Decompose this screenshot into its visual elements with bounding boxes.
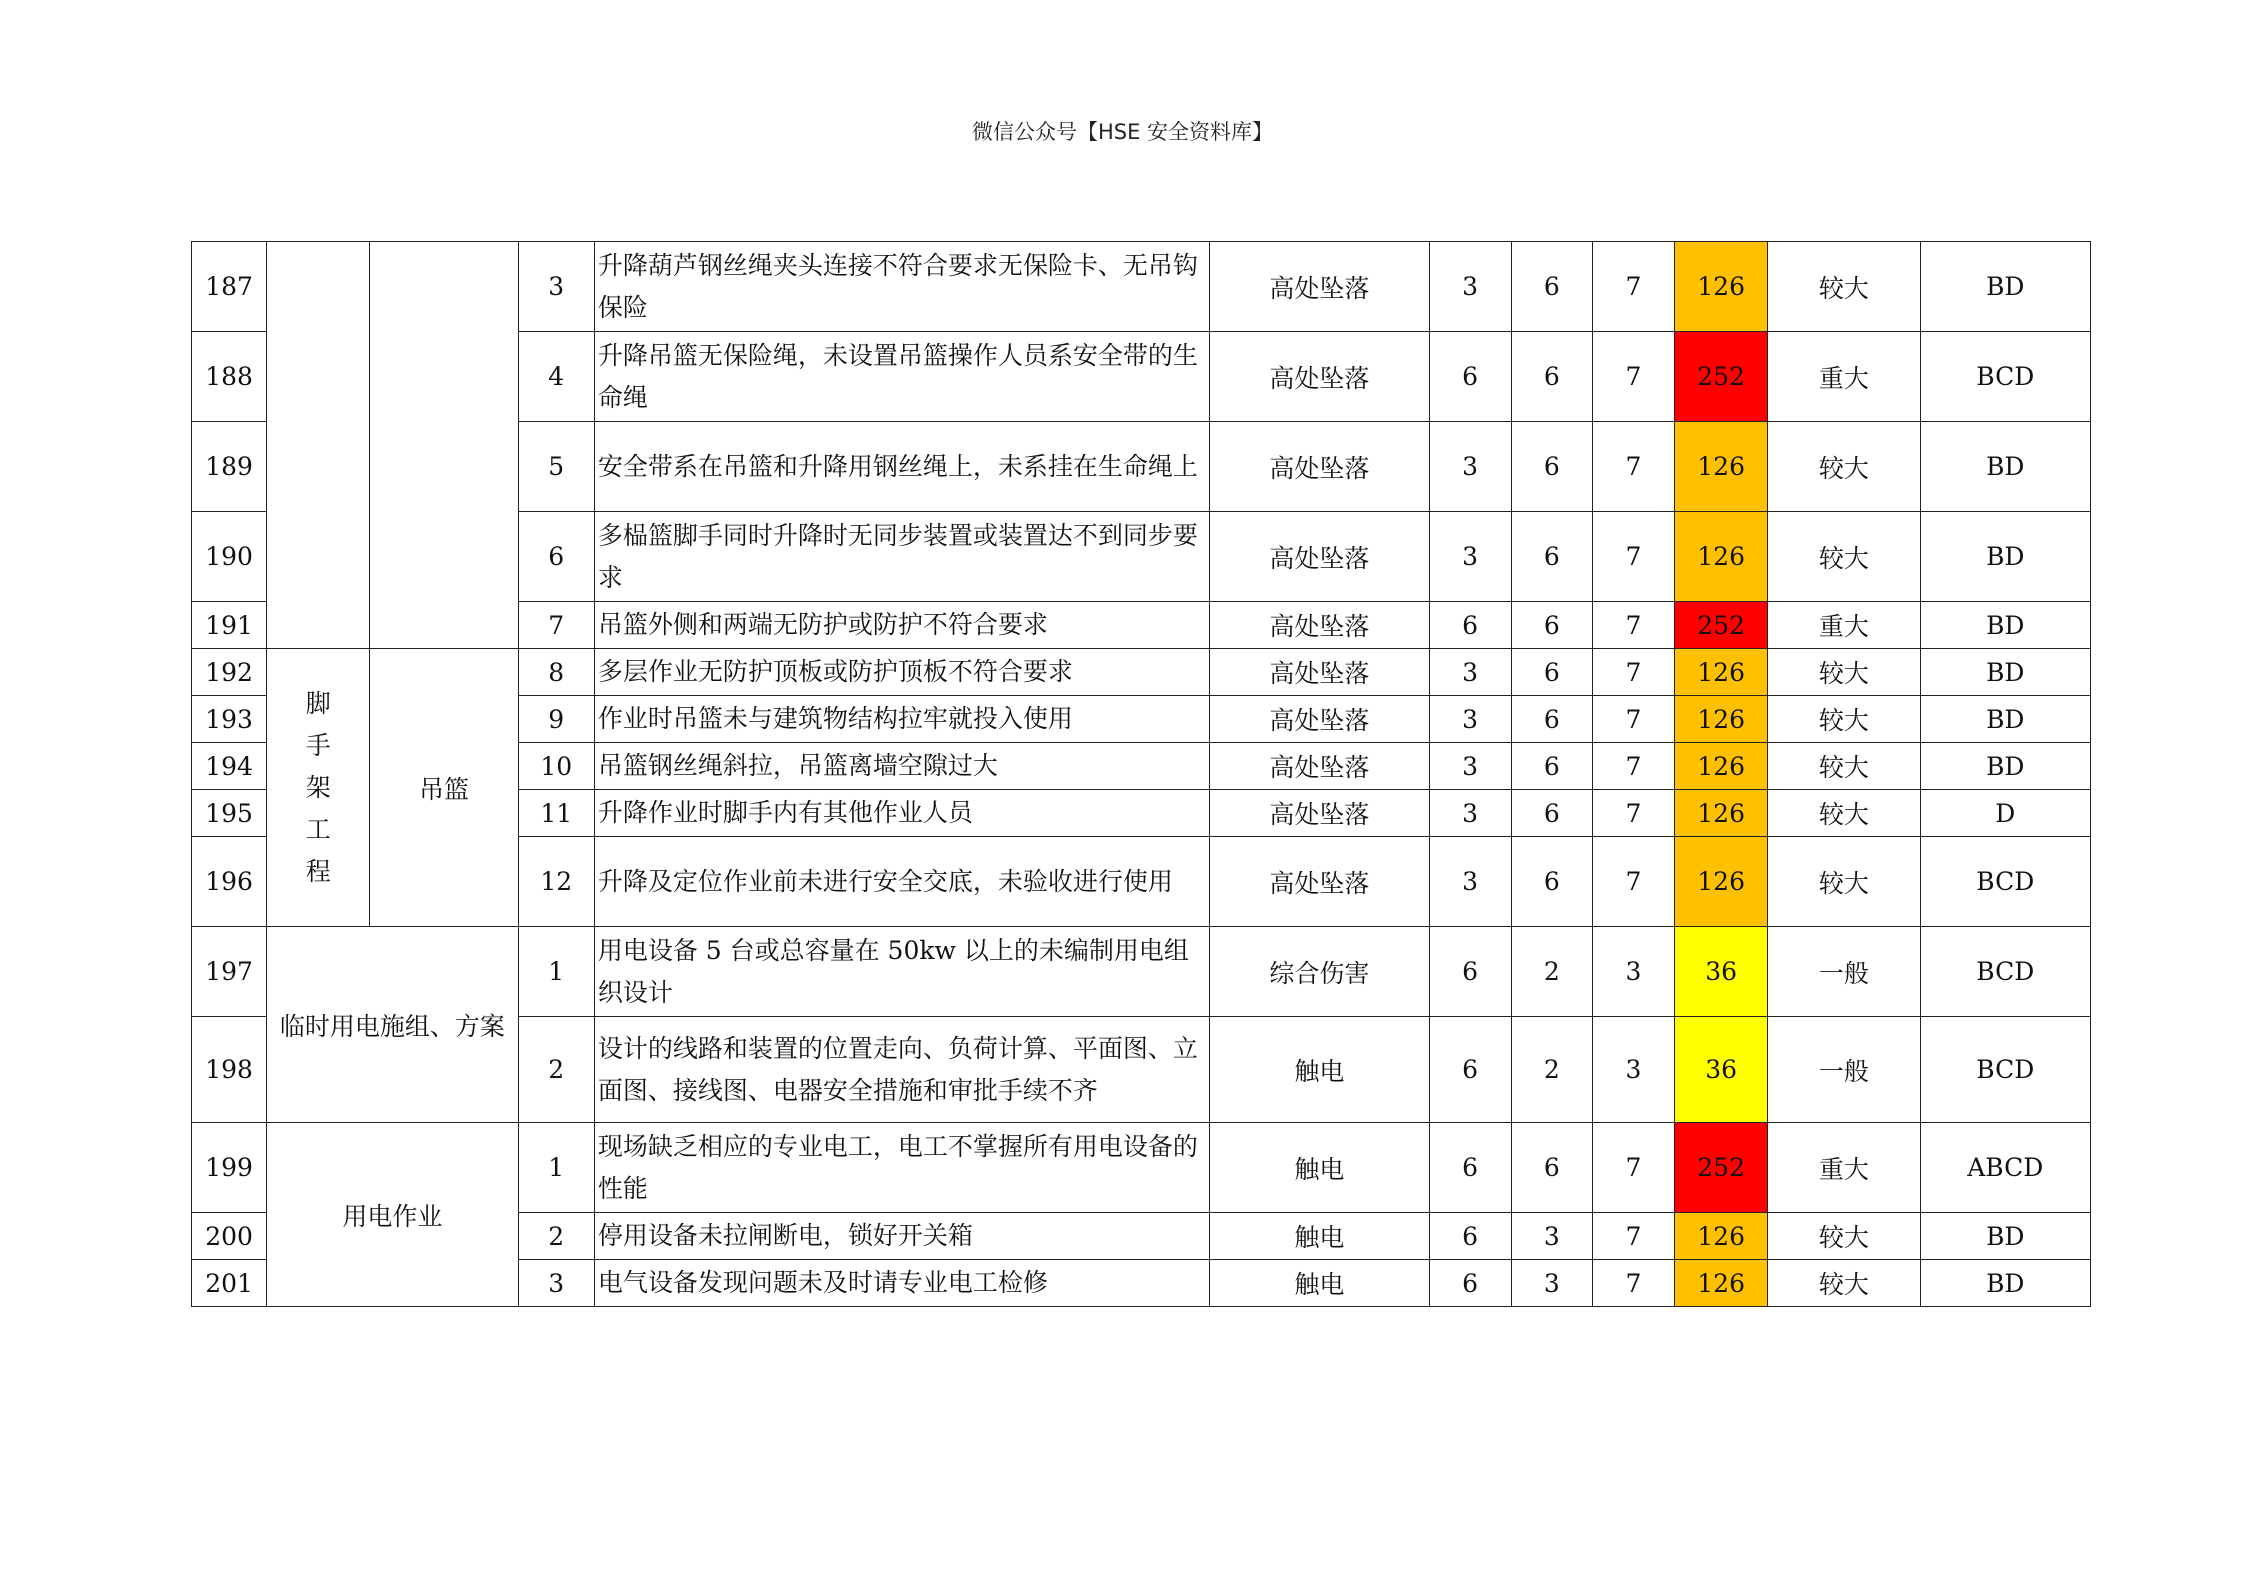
accident-type: 高处坠落 [1210, 512, 1429, 602]
risk-level: 一般 [1768, 927, 1920, 1017]
item-seq: 1 [518, 927, 594, 1017]
score-c: 7 [1592, 1213, 1674, 1260]
score-e: 6 [1511, 602, 1592, 649]
row-number: 189 [192, 422, 267, 512]
score-l: 3 [1429, 790, 1511, 837]
hazard-description: 吊篮外侧和两端无防护或防护不符合要求 [594, 602, 1209, 649]
hazard-description: 多层作业无防护顶板或防护顶板不符合要求 [594, 649, 1209, 696]
row-number: 201 [192, 1260, 267, 1307]
risk-score-d: 252 [1675, 332, 1768, 422]
score-c: 7 [1592, 242, 1674, 332]
category-power-work: 用电作业 [267, 1123, 519, 1307]
hazard-description: 升降作业时脚手内有其他作业人员 [594, 790, 1209, 837]
row-number: 188 [192, 332, 267, 422]
score-l: 3 [1429, 649, 1511, 696]
risk-score-d: 126 [1675, 242, 1768, 332]
control-measures: BCD [1920, 1017, 2090, 1123]
category-scaffold-engineering [267, 649, 370, 927]
row-number: 196 [192, 837, 267, 927]
risk-score-d: 126 [1675, 1213, 1768, 1260]
row-number: 190 [192, 512, 267, 602]
score-c: 7 [1592, 696, 1674, 743]
control-measures: D [1920, 790, 2090, 837]
score-c: 7 [1592, 422, 1674, 512]
score-e: 6 [1511, 242, 1592, 332]
risk-score-d: 36 [1675, 927, 1768, 1017]
item-seq: 5 [518, 422, 594, 512]
table-row [192, 649, 2091, 696]
hazard-description: 设计的线路和装置的位置走向、负荷计算、平面图、立面图、接线图、电器安全措施和审批手续不齐 [594, 1017, 1209, 1123]
risk-level: 一般 [1768, 1017, 1920, 1123]
item-seq: 3 [518, 242, 594, 332]
score-c: 7 [1592, 332, 1674, 422]
hazard-description: 现场缺乏相应的专业电工，电工不掌握所有用电设备的性能 [594, 1123, 1209, 1213]
control-measures: BD [1920, 649, 2090, 696]
risk-assessment-table [191, 241, 2091, 1307]
score-c: 3 [1592, 927, 1674, 1017]
accident-type: 综合伤害 [1210, 927, 1429, 1017]
accident-type: 触电 [1210, 1017, 1429, 1123]
table-row [192, 242, 2091, 332]
hazard-description: 升降及定位作业前未进行安全交底，未验收进行使用 [594, 837, 1209, 927]
score-c: 7 [1592, 837, 1674, 927]
score-l: 3 [1429, 422, 1511, 512]
row-number: 194 [192, 743, 267, 790]
hazard-description: 升降吊篮无保险绳，未设置吊篮操作人员系安全带的生命绳 [594, 332, 1209, 422]
row-number: 195 [192, 790, 267, 837]
score-e: 6 [1511, 790, 1592, 837]
subcategory-basket: 吊篮 [370, 649, 518, 927]
score-l: 3 [1429, 837, 1511, 927]
item-seq: 6 [518, 512, 594, 602]
accident-type: 高处坠落 [1210, 790, 1429, 837]
hazard-description: 吊篮钢丝绳斜拉，吊篮离墙空隙过大 [594, 743, 1209, 790]
risk-score-d: 252 [1675, 602, 1768, 649]
accident-type: 高处坠落 [1210, 837, 1429, 927]
row-number: 197 [192, 927, 267, 1017]
score-e: 6 [1511, 743, 1592, 790]
subcategory-cell-empty [370, 242, 518, 649]
risk-score-d: 126 [1675, 422, 1768, 512]
hazard-description: 作业时吊篮未与建筑物结构拉牢就投入使用 [594, 696, 1209, 743]
hazard-description: 用电设备 5 台或总容量在 50kw 以上的未编制用电组织设计 [594, 927, 1209, 1017]
item-seq: 10 [518, 743, 594, 790]
row-number: 193 [192, 696, 267, 743]
risk-score-d: 36 [1675, 1017, 1768, 1123]
score-e: 2 [1511, 1017, 1592, 1123]
score-c: 7 [1592, 1260, 1674, 1307]
risk-level: 较大 [1768, 696, 1920, 743]
risk-level: 较大 [1768, 743, 1920, 790]
page-header: 微信公众号【HSE 安全资料库】 [971, 120, 1274, 144]
score-e: 2 [1511, 927, 1592, 1017]
item-seq: 2 [518, 1213, 594, 1260]
risk-level: 重大 [1768, 602, 1920, 649]
risk-score-d: 126 [1675, 696, 1768, 743]
hazard-description: 停用设备未拉闸断电，锁好开关箱 [594, 1213, 1209, 1260]
hazard-description: 电气设备发现问题未及时请专业电工检修 [594, 1260, 1209, 1307]
score-e: 3 [1511, 1260, 1592, 1307]
score-l: 6 [1429, 332, 1511, 422]
score-e: 6 [1511, 1123, 1592, 1213]
accident-type: 高处坠落 [1210, 743, 1429, 790]
category-char: 架 [305, 772, 331, 802]
score-c: 7 [1592, 1123, 1674, 1213]
accident-type: 高处坠落 [1210, 422, 1429, 512]
score-c: 7 [1592, 790, 1674, 837]
risk-level: 较大 [1768, 1213, 1920, 1260]
item-seq: 2 [518, 1017, 594, 1123]
risk-score-d: 126 [1675, 1260, 1768, 1307]
risk-score-d: 126 [1675, 790, 1768, 837]
score-l: 3 [1429, 242, 1511, 332]
row-number: 199 [192, 1123, 267, 1213]
score-l: 3 [1429, 512, 1511, 602]
control-measures: BD [1920, 1260, 2090, 1307]
accident-type: 触电 [1210, 1123, 1429, 1213]
score-e: 6 [1511, 332, 1592, 422]
accident-type: 高处坠落 [1210, 602, 1429, 649]
risk-level: 重大 [1768, 332, 1920, 422]
score-l: 6 [1429, 1017, 1511, 1123]
row-number: 200 [192, 1213, 267, 1260]
score-e: 6 [1511, 649, 1592, 696]
score-c: 3 [1592, 1017, 1674, 1123]
score-l: 3 [1429, 696, 1511, 743]
table-row [192, 1123, 2091, 1213]
hazard-description: 多榀篮脚手同时升降时无同步装置或装置达不到同步要求 [594, 512, 1209, 602]
risk-score-d: 126 [1675, 837, 1768, 927]
risk-score-d: 126 [1675, 649, 1768, 696]
risk-score-d: 252 [1675, 1123, 1768, 1213]
category-char: 脚 [305, 688, 331, 718]
category-temp-power-plan: 临时用电施组、方案 [267, 927, 519, 1123]
score-l: 6 [1429, 927, 1511, 1017]
item-seq: 7 [518, 602, 594, 649]
score-c: 7 [1592, 602, 1674, 649]
score-e: 6 [1511, 696, 1592, 743]
control-measures: BCD [1920, 927, 2090, 1017]
item-seq: 4 [518, 332, 594, 422]
row-number: 192 [192, 649, 267, 696]
risk-level: 较大 [1768, 422, 1920, 512]
control-measures: BD [1920, 1213, 2090, 1260]
score-c: 7 [1592, 512, 1674, 602]
item-seq: 9 [518, 696, 594, 743]
item-seq: 11 [518, 790, 594, 837]
row-number: 191 [192, 602, 267, 649]
category-cell-empty [267, 242, 370, 649]
score-l: 6 [1429, 1213, 1511, 1260]
item-seq: 8 [518, 649, 594, 696]
accident-type: 高处坠落 [1210, 696, 1429, 743]
control-measures: BD [1920, 743, 2090, 790]
category-char: 程 [305, 856, 331, 886]
item-seq: 3 [518, 1260, 594, 1307]
control-measures: BD [1920, 602, 2090, 649]
score-l: 3 [1429, 743, 1511, 790]
control-measures: ABCD [1920, 1123, 2090, 1213]
risk-score-d: 126 [1675, 743, 1768, 790]
score-l: 6 [1429, 602, 1511, 649]
score-l: 6 [1429, 1123, 1511, 1213]
score-l: 6 [1429, 1260, 1511, 1307]
control-measures: BD [1920, 242, 2090, 332]
risk-level: 较大 [1768, 837, 1920, 927]
score-e: 6 [1511, 837, 1592, 927]
risk-level: 较大 [1768, 1260, 1920, 1307]
risk-level: 较大 [1768, 790, 1920, 837]
score-c: 7 [1592, 649, 1674, 696]
risk-level: 重大 [1768, 1123, 1920, 1213]
accident-type: 高处坠落 [1210, 242, 1429, 332]
risk-level: 较大 [1768, 512, 1920, 602]
control-measures: BCD [1920, 837, 2090, 927]
hazard-description: 升降葫芦钢丝绳夹头连接不符合要求无保险卡、无吊钩保险 [594, 242, 1209, 332]
risk-level: 较大 [1768, 242, 1920, 332]
accident-type: 高处坠落 [1210, 649, 1429, 696]
item-seq: 1 [518, 1123, 594, 1213]
control-measures: BD [1920, 696, 2090, 743]
row-number: 198 [192, 1017, 267, 1123]
control-measures: BCD [1920, 332, 2090, 422]
score-e: 6 [1511, 422, 1592, 512]
category-char: 手 [305, 730, 331, 760]
risk-level: 较大 [1768, 649, 1920, 696]
score-c: 7 [1592, 743, 1674, 790]
row-number: 187 [192, 242, 267, 332]
hazard-description: 安全带系在吊篮和升降用钢丝绳上，未系挂在生命绳上 [594, 422, 1209, 512]
risk-score-d: 126 [1675, 512, 1768, 602]
score-e: 6 [1511, 512, 1592, 602]
score-e: 3 [1511, 1213, 1592, 1260]
control-measures: BD [1920, 512, 2090, 602]
accident-type: 高处坠落 [1210, 332, 1429, 422]
category-char: 工 [305, 814, 331, 844]
accident-type: 触电 [1210, 1260, 1429, 1307]
table-row [192, 927, 2091, 1017]
control-measures: BD [1920, 422, 2090, 512]
accident-type: 触电 [1210, 1213, 1429, 1260]
item-seq: 12 [518, 837, 594, 927]
